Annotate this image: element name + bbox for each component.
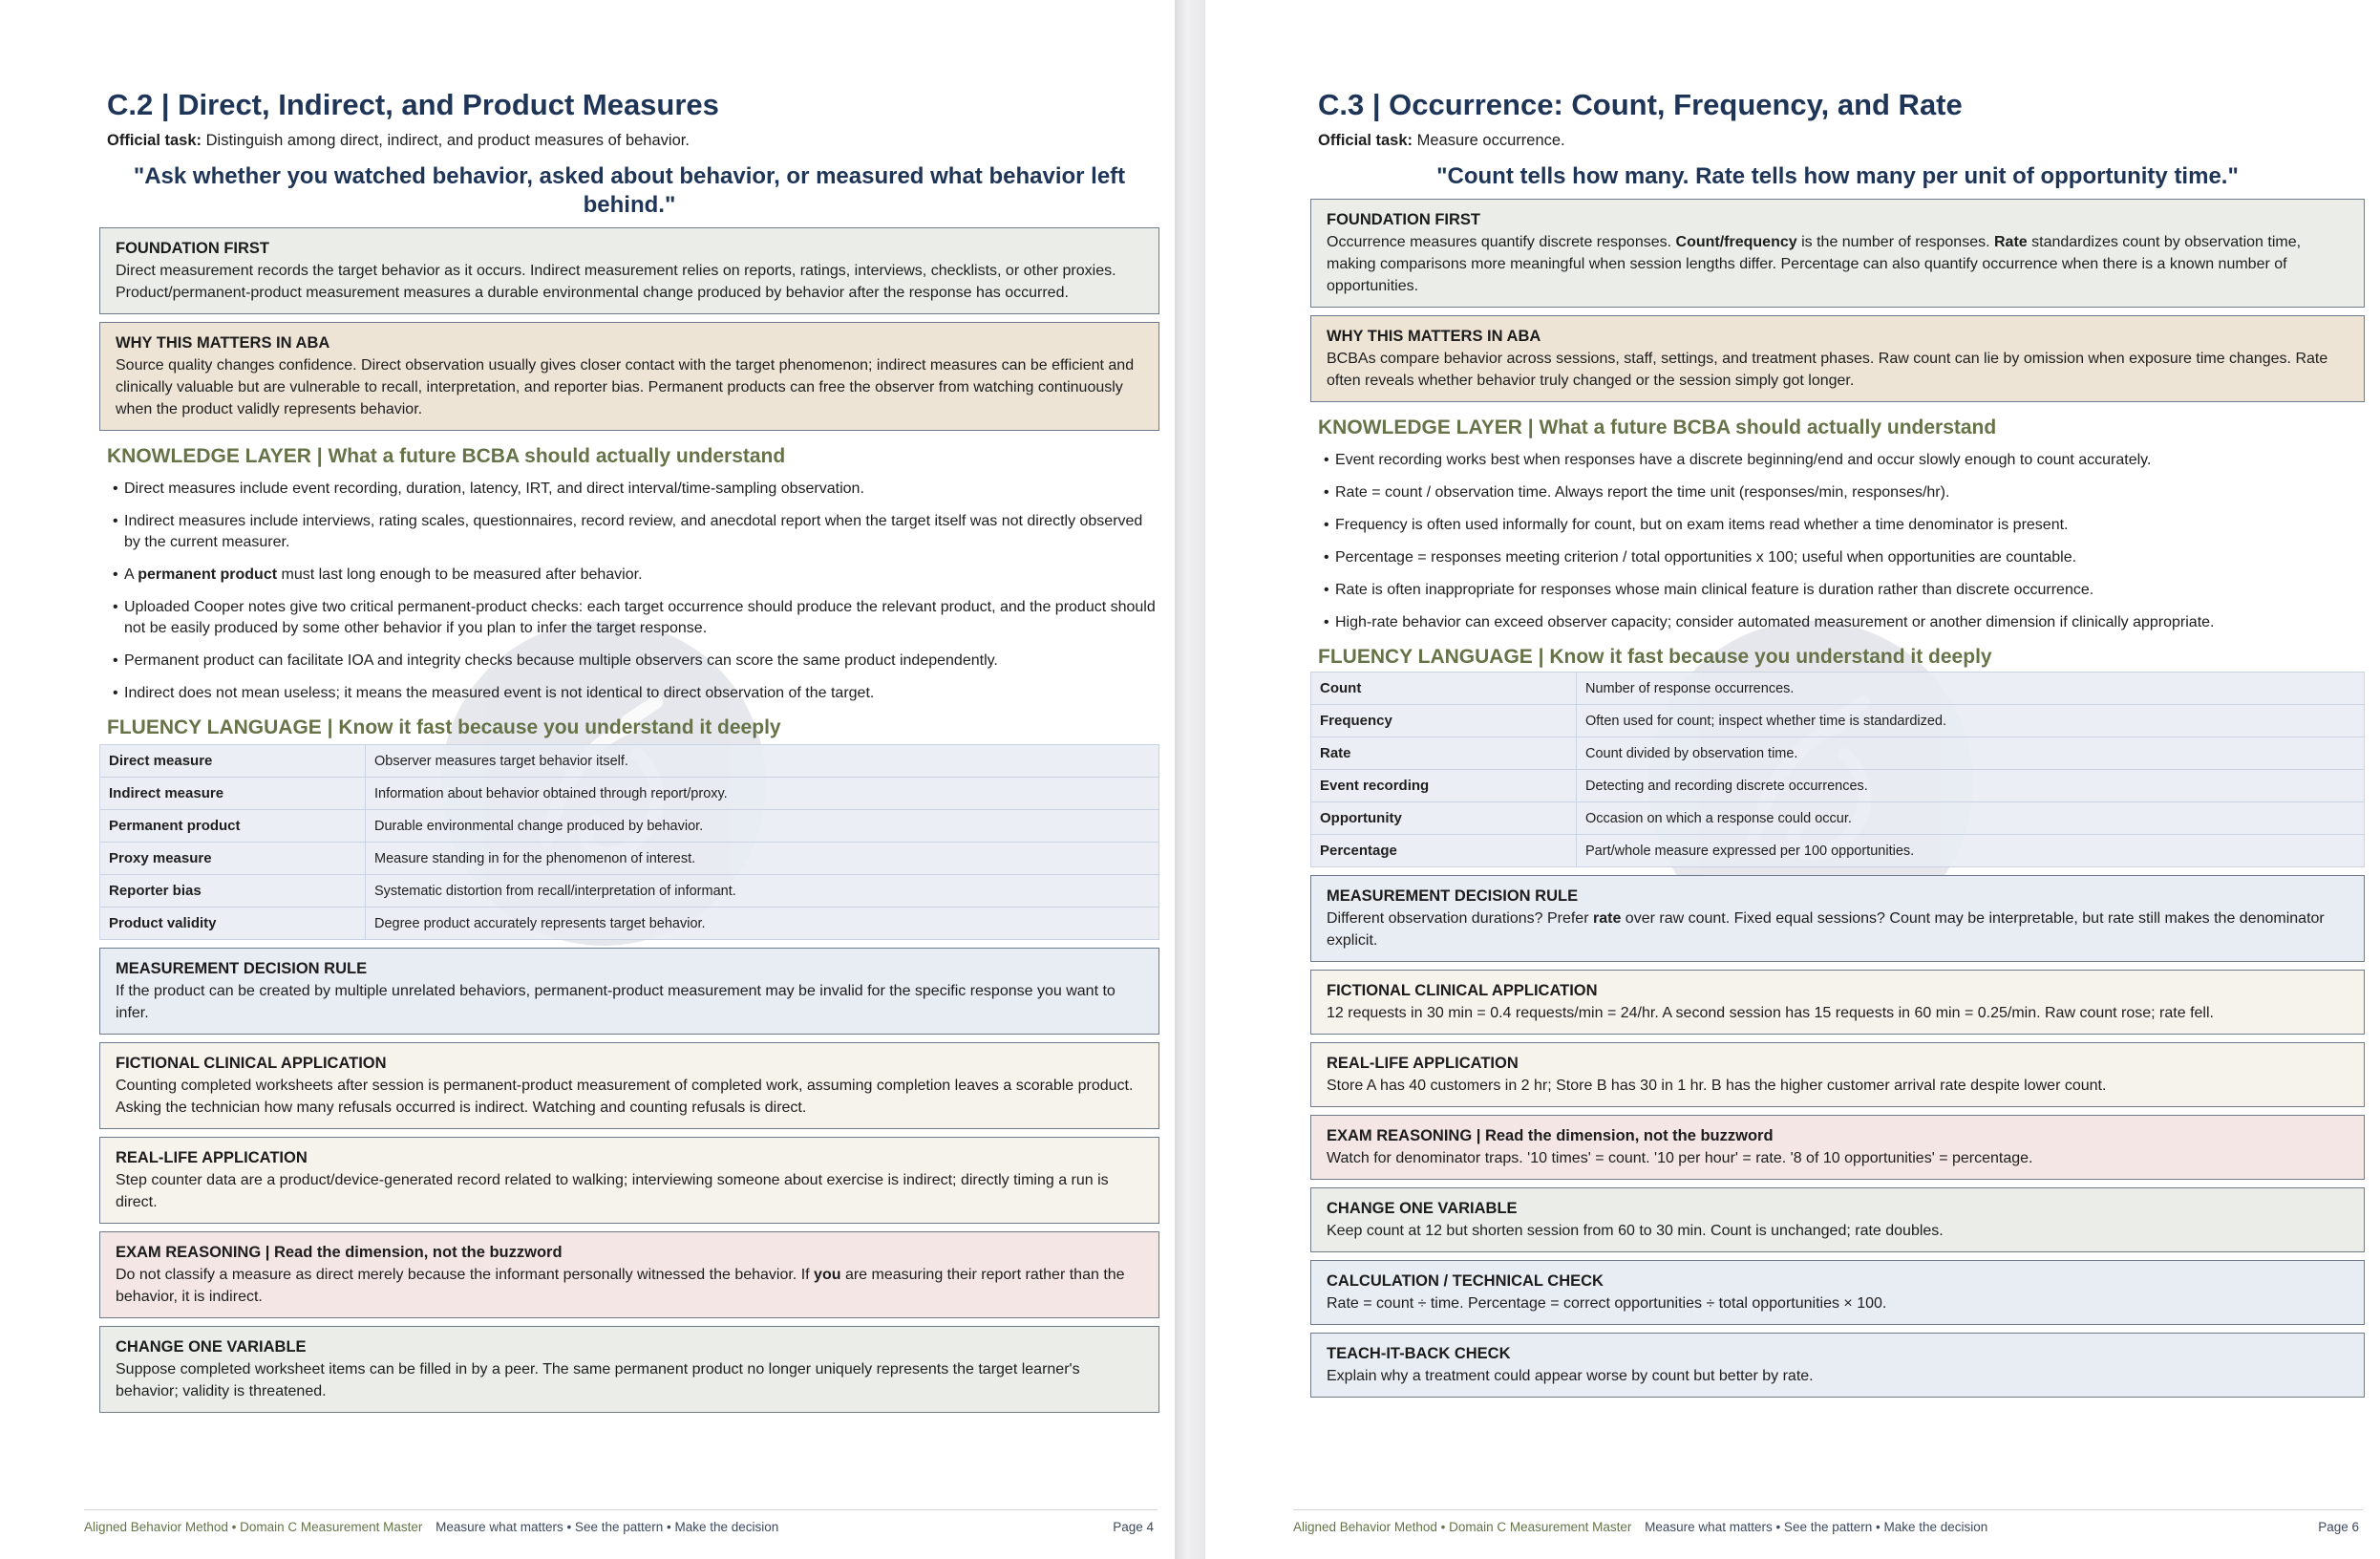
list-item: • Indirect does not mean useless; it means the measured event is not identical to direct observation of the target.: [113, 683, 1159, 704]
glossary-definition: Information about behavior obtained through report/proxy.: [366, 778, 1159, 810]
why-matters-box: [1310, 315, 2365, 402]
table-row: [1311, 737, 2365, 770]
table-row: [100, 875, 1159, 908]
glossary-definition: Measure standing in for the phenomenon of interest.: [366, 843, 1159, 875]
box-title: CHANGE ONE VARIABLE: [1327, 1200, 1518, 1217]
page-content: [1310, 84, 2365, 1405]
list-item-bold: permanent product: [138, 566, 278, 583]
box-title: CHANGE ONE VARIABLE: [116, 1338, 307, 1356]
list-item: • Indirect measures include interviews, rating scales, questionnaires, record review, and anecdotal report when the target itself was not directly observed by the current measurer.: [113, 511, 1159, 553]
box-text: Rate = count ÷ time. Percentage = correct opportunities ÷ total opportunities × 100.: [1327, 1295, 1887, 1312]
fluency-heading: FLUENCY LANGUAGE | Know it fast because you understand it deeply: [107, 716, 781, 738]
box-title: REAL-LIFE APPLICATION: [116, 1149, 308, 1166]
calculation-check-box: [1310, 1260, 2365, 1325]
glossary-term: Proxy measure: [100, 843, 366, 875]
knowledge-heading: KNOWLEDGE LAYER | What a future BCBA should actually understand: [107, 445, 786, 467]
section-title: C.2 | Direct, Indirect, and Product Measures: [107, 88, 719, 121]
table-row: [1311, 802, 2365, 835]
box-text: Suppose completed worksheet items can be filled in by a peer. The same permanent product no longer uniquely represents the target learner's behavior; validity is threatened.: [116, 1361, 1080, 1399]
list-item: • Event recording works best when responses have a discrete beginning/end and occur slowly enough to count accurately.: [1324, 450, 2365, 471]
knowledge-heading: KNOWLEDGE LAYER | What a future BCBA should actually understand: [1318, 416, 1997, 438]
list-item: • Rate is often inappropriate for responses whose main clinical feature is duration rather than discrete occurrence.: [1324, 580, 2365, 601]
table-row: [100, 908, 1159, 940]
table-row: [100, 810, 1159, 843]
list-item: • Direct measures include event recording, duration, latency, IRT, and direct interval/time-sampling observation.: [113, 479, 1159, 500]
box-text: Occurrence measures quantify discrete responses.: [1327, 234, 1672, 250]
knowledge-list: [1324, 450, 2365, 633]
glossary-term: Indirect measure: [100, 778, 366, 810]
decision-rule-box: [99, 948, 1159, 1035]
decision-rule-box: [1310, 875, 2365, 962]
task-label: Official task:: [1318, 132, 1413, 149]
list-item: • Rate = count / observation time. Always report the time unit (responses/min, responses/hr).: [1324, 482, 2365, 503]
box-text: If the product can be created by multiple unrelated behaviors, permanent-product measurement may be invalid for the specific response you want to infer.: [116, 983, 1116, 1021]
page-content: [99, 84, 1159, 1420]
section-quote: "Ask whether you watched behavior, asked about behavior, or measured what behavior left behind.": [133, 163, 1126, 218]
box-text: 12 requests in 30 min = 0.4 requests/min = 24/hr. A second session has 15 requests in 60 min = 0.25/min. Raw count rose; rate fell.: [1327, 1005, 2214, 1021]
page-6: [1205, 0, 2380, 1559]
box-text: Store A has 40 customers in 2 hr; Store B has 30 in 1 hr. B has the higher customer arrival rate despite lower count.: [1327, 1078, 2107, 1094]
fluency-heading: FLUENCY LANGUAGE | Know it fast because you understand it deeply: [1318, 646, 1992, 668]
box-title: FICTIONAL CLINICAL APPLICATION: [116, 1055, 387, 1072]
page-footer: [1293, 1509, 2363, 1538]
box-title: EXAM REASONING | Read the dimension, not the buzzword: [116, 1244, 563, 1261]
box-text-bold: Count/frequency: [1675, 234, 1797, 250]
list-item: • Frequency is often used informally for count, but on exam items read whether a time denominator is present.: [1324, 515, 2365, 536]
glossary-term: Event recording: [1311, 770, 1577, 802]
box-text: Watch for denominator traps. '10 times' = count. '10 per hour' = rate. '8 of 10 opportunities' = percentage.: [1327, 1150, 2033, 1166]
box-text: are measuring their report rather than the behavior, it is indirect.: [116, 1267, 1125, 1305]
glossary-term: Reporter bias: [100, 875, 366, 908]
glossary-term: Frequency: [1311, 705, 1577, 737]
box-text: is the number of responses.: [1801, 234, 1990, 250]
footer-tagline: Measure what matters • See the pattern • Make the decision: [1645, 1520, 1988, 1534]
task-label: Official task:: [107, 132, 202, 149]
box-text: over raw count. Fixed equal sessions? Count may be interpretable, but rate still makes the denominator explicit.: [1327, 910, 2325, 949]
list-item: • Percentage = responses meeting criterion / total opportunities x 100; useful when opportunities are countable.: [1324, 547, 2365, 568]
page-number: Page 6: [2318, 1520, 2359, 1534]
table-row: [100, 843, 1159, 875]
list-item: • High-rate behavior can exceed observer capacity; consider automated measurement or another dimension if clinically appropriate.: [1324, 612, 2365, 633]
glossary-definition: Durable environmental change produced by behavior.: [366, 810, 1159, 843]
box-text: Keep count at 12 but shorten session from 60 to 30 min. Count is unchanged; rate doubles.: [1327, 1223, 1944, 1239]
exam-reasoning-box: [1310, 1115, 2365, 1180]
glossary-definition: Count divided by observation time.: [1577, 737, 2365, 770]
box-title: MEASUREMENT DECISION RULE: [116, 960, 368, 977]
page-gutter: [1175, 0, 1205, 1559]
glossary-term: Permanent product: [100, 810, 366, 843]
page-4: [0, 0, 1175, 1559]
glossary-definition: Detecting and recording discrete occurrences.: [1577, 770, 2365, 802]
table-row: [100, 778, 1159, 810]
box-text: Do not classify a measure as direct merely because the informant personally witnessed the behavior. If: [116, 1267, 810, 1283]
real-life-box: [99, 1137, 1159, 1224]
change-variable-box: [1310, 1187, 2365, 1252]
box-title: FICTIONAL CLINICAL APPLICATION: [1327, 982, 1598, 999]
foundation-box: [99, 227, 1159, 314]
box-text: standardizes count by observation time, making comparisons more meaningful when session lengths differ. Percentage can also quantify occurrence when there is a known number of opportunities.: [1327, 234, 2302, 294]
box-text: BCBAs compare behavior across sessions, staff, settings, and treatment phases. Raw count can lie by omission when exposure time changes. Rate often reveals whether behavior truly changed or the session simply got longer.: [1327, 351, 2328, 389]
box-title: FOUNDATION FIRST: [1327, 211, 1481, 228]
change-variable-box: [99, 1326, 1159, 1413]
box-text: Source quality changes confidence. Direct observation usually gives closer contact with the target phenomenon; indirect measures can be efficient and clinically valuable but are vulnerable to recall, interpretation, and reporter bias. Permanent products can free the observer from watching continuously when the product validly represents behavior.: [116, 357, 1135, 417]
exam-reasoning-box: [99, 1231, 1159, 1318]
teach-back-box: [1310, 1333, 2365, 1398]
why-matters-box: [99, 322, 1159, 431]
box-text: Explain why a treatment could appear worse by count but better by rate.: [1327, 1368, 1814, 1384]
glossary-definition: Degree product accurately represents target behavior.: [366, 908, 1159, 940]
box-title: EXAM REASONING | Read the dimension, not the buzzword: [1327, 1127, 1774, 1144]
box-text-bold: Rate: [1993, 234, 2028, 250]
box-text-bold: you: [814, 1267, 841, 1283]
glossary-definition: Often used for count; inspect whether time is standardized.: [1577, 705, 2365, 737]
footer-tagline: Measure what matters • See the pattern • Make the decision: [436, 1520, 779, 1534]
glossary-definition: Occasion on which a response could occur.: [1577, 802, 2365, 835]
task-text: Distinguish among direct, indirect, and product measures of behavior.: [205, 132, 690, 149]
glossary-definition: Part/whole measure expressed per 100 opportunities.: [1577, 835, 2365, 867]
box-text: Different observation durations? Prefer: [1327, 910, 1589, 927]
glossary-definition: Observer measures target behavior itself.: [366, 745, 1159, 778]
glossary-table: [99, 744, 1159, 940]
list-item: • Uploaded Cooper notes give two critical permanent-product checks: each target occurrence should produce the relevant product, and the product should not be easily produced by some other behavior if you plan to infer the target response.: [113, 597, 1159, 639]
task-text: Measure occurrence.: [1416, 132, 1565, 149]
table-row: [1311, 770, 2365, 802]
footer-brand: Aligned Behavior Method • Domain C Measurement Master: [84, 1520, 423, 1534]
box-title: WHY THIS MATTERS IN ABA: [116, 334, 330, 352]
footer-brand: Aligned Behavior Method • Domain C Measurement Master: [1293, 1520, 1632, 1534]
box-text: Direct measurement records the target behavior as it occurs. Indirect measurement relies on reports, ratings, interviews, checklists, or other proxies. Product/permanent-product measurement measures a durable environmental change produced by behavior after the response has occurred.: [116, 263, 1116, 301]
box-title: CALCULATION / TECHNICAL CHECK: [1327, 1272, 1604, 1290]
glossary-term: Product validity: [100, 908, 366, 940]
list-item: • Permanent product can facilitate IOA and integrity checks because multiple observers can score the same product independently.: [113, 651, 1159, 672]
box-text-bold: rate: [1592, 910, 1622, 927]
box-text: Counting completed worksheets after session is permanent-product measurement of completed work, assuming completion leaves a scorable product. Asking the technician how many refusals occurred is indirect. Watching and counting refusals is direct.: [116, 1078, 1134, 1116]
table-row: [1311, 673, 2365, 705]
glossary-term: Direct measure: [100, 745, 366, 778]
glossary-term: Count: [1311, 673, 1577, 705]
box-title: REAL-LIFE APPLICATION: [1327, 1055, 1519, 1072]
foundation-box: [1310, 199, 2365, 308]
glossary-definition: Number of response occurrences.: [1577, 673, 2365, 705]
glossary-term: Opportunity: [1311, 802, 1577, 835]
fictional-application-box: [1310, 970, 2365, 1035]
glossary-definition: Systematic distortion from recall/interpretation of informant.: [366, 875, 1159, 908]
section-title: C.3 | Occurrence: Count, Frequency, and Rate: [1318, 88, 1963, 121]
list-item-text: A: [124, 566, 134, 583]
knowledge-list: [113, 479, 1159, 704]
box-text: Step counter data are a product/device-generated record related to walking; interviewing someone about exercise is indirect; directly timing a run is direct.: [116, 1172, 1109, 1210]
section-quote: "Count tells how many. Rate tells how many per unit of opportunity time.": [1436, 163, 2239, 189]
list-item-text: must last long enough to be measured after behavior.: [281, 566, 643, 583]
box-title: WHY THIS MATTERS IN ABA: [1327, 328, 1541, 345]
table-row: [1311, 705, 2365, 737]
page-footer: [84, 1509, 1158, 1538]
box-title: FOUNDATION FIRST: [116, 240, 270, 257]
box-title: MEASUREMENT DECISION RULE: [1327, 887, 1579, 905]
glossary-term: Percentage: [1311, 835, 1577, 867]
list-item: [113, 565, 1159, 586]
table-row: [1311, 835, 2365, 867]
official-task: [107, 130, 1159, 151]
page-number: Page 4: [1113, 1520, 1154, 1534]
official-task: [1318, 130, 2365, 151]
box-title: TEACH-IT-BACK CHECK: [1327, 1345, 1511, 1362]
real-life-box: [1310, 1042, 2365, 1107]
glossary-term: Rate: [1311, 737, 1577, 770]
table-row: [100, 745, 1159, 778]
glossary-table: [1310, 672, 2365, 867]
fictional-application-box: [99, 1042, 1159, 1129]
